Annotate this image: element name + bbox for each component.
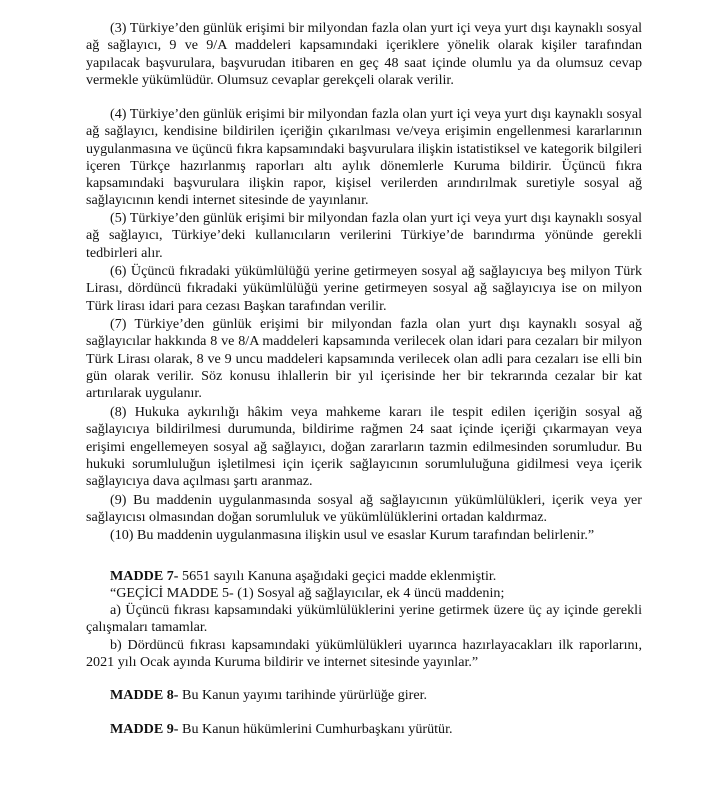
madde-9-text: Bu Kanun hükümlerini Cumhurbaşkanı yürütür. [178, 721, 453, 737]
paragraph-10: (10) Bu maddenin uygulanmasına ilişkin usul ve esaslar Kurum tarafından belirlenir.” [110, 527, 595, 543]
paragraph-6: (6) Üçüncü fıkradaki yükümlülüğü yerine getirmeyen sosyal ağ sağlayıcıya beş milyon Türk Lirası, dördüncü fıkradaki yükümlülüğü yerine getirmeyen sosyal ağ sağlayıcıya ise on milyon Türk lirası idari para cezası Başkan tarafından verilir. [86, 263, 642, 314]
paragraph-8: (8) Hukuka aykırılığı hâkim veya mahkeme kararı ile tespit edilen içeriğin sosyal ağ sağlayıcıya bildirilmesi durumunda, bildirime rağmen 24 saat içinde içeriği çıkarmayan veya erişimi engellemeyen sosyal ağ sağlayıcı, doğan zararların tazmin edilmesinden sorumludur. Bu hukuki sorumluluğun işletilmesi için içerik sağlayıcının sorumluluğuna gidilmesi veya içerik sağlayıcıya dava açılması şartı aranmaz. [86, 404, 642, 490]
madde-8-label: MADDE 8- [110, 687, 179, 703]
madde-7-heading [86, 568, 642, 585]
madde-7-text: 5651 sayılı Kanuna aşağıdaki geçici madde eklenmiştir. [178, 568, 497, 584]
madde-8-text: Bu Kanun yayımı tarihinde yürürlüğe girer. [178, 687, 428, 703]
paragraph-3: (3) Türkiye’den günlük erişimi bir milyondan fazla olan yurt içi veya yurt dışı kaynaklı sosyal ağ sağlayıcı, 9 ve 9/A maddeleri kapsamındaki içeriklere yönelik olarak kişiler tarafından yapılacak başvurulara, başvurudan itibaren en geç 48 saat içinde olumlu ya da olumsuz cevap vermekle yükümlüdür. Olumsuz cevaplar gerekçeli olarak verilir. [86, 20, 642, 88]
gecici-madde-5: “GEÇİCİ MADDE 5- (1) Sosyal ağ sağlayıcılar, ek 4 üncü maddenin; [110, 585, 505, 601]
paragraph-4: (4) Türkiye’den günlük erişimi bir milyondan fazla olan yurt içi veya yurt dışı kaynaklı sosyal ağ sağlayıcı, kendisine bildirilen içeriğin çıkarılması ve/veya erişimin engellenmesi kararlarının uygulanmasına ve üçüncü fıkra kapsamındaki başvurulara ilişkin istatistiksel ve kategorik bilgileri içeren Türkçe hazırlanmış raporları altı aylık dönemlerle Kuruma bildirir. Üçüncü fıkra kapsamındaki başvurulara ilişkin rapor, kişisel verilerden arındırılmak suretiyle sosyal ağ sağlayıcının kendi internet sitesinde de yayınlanır. [86, 106, 642, 209]
madde-7-label: MADDE 7- [110, 568, 179, 584]
madde-9-label: MADDE 9- [110, 721, 179, 737]
paragraph-5: (5) Türkiye’den günlük erişimi bir milyondan fazla olan yurt içi veya yurt dışı kaynaklı sosyal ağ sağlayıcı, Türkiye’deki kullanıcıların verilerini Türkiye’de barındırma yönünde gerekli tedbirleri alır. [86, 210, 642, 261]
paragraph-9: (9) Bu maddenin uygulanmasında sosyal ağ sağlayıcının yükümlülükleri, içerik veya yer sağlayıcısı olmasından doğan sorumluluk ve yükümlülüklerini ortadan kaldırmaz. [86, 492, 642, 526]
gecici-madde-item-a: a) Üçüncü fıkrası kapsamındaki yükümlülüklerini yerine getirmek üzere üç ay içinde gerekli çalışmaları tamamlar. [86, 602, 642, 636]
madde-8 [86, 687, 642, 704]
gecici-madde-item-b: b) Dördüncü fıkrası kapsamındaki yükümlülükleri uyarınca hazırlayacakları ilk raporlarını, 2021 yılı Ocak ayında Kuruma bildirir ve internet sitesinde yayınlar.” [86, 637, 642, 671]
paragraph-7: (7) Türkiye’den günlük erişimi bir milyondan fazla olan yurt dışı kaynaklı sosyal ağ sağlayıcılar hakkında 8 ve 8/A maddeleri kapsamında verilecek olan idari para cezaları bir milyon Türk Lirası olarak, 8 ve 9 uncu maddeleri kapsamında verilecek olan adli para cezaları ise elli bin gün olarak verilir. Söz konusu ihlallerin bir yıl içerisinde her bir tekrarında cezalar bir kat artırılarak uygulanır. [86, 316, 642, 402]
madde-9 [86, 721, 642, 738]
